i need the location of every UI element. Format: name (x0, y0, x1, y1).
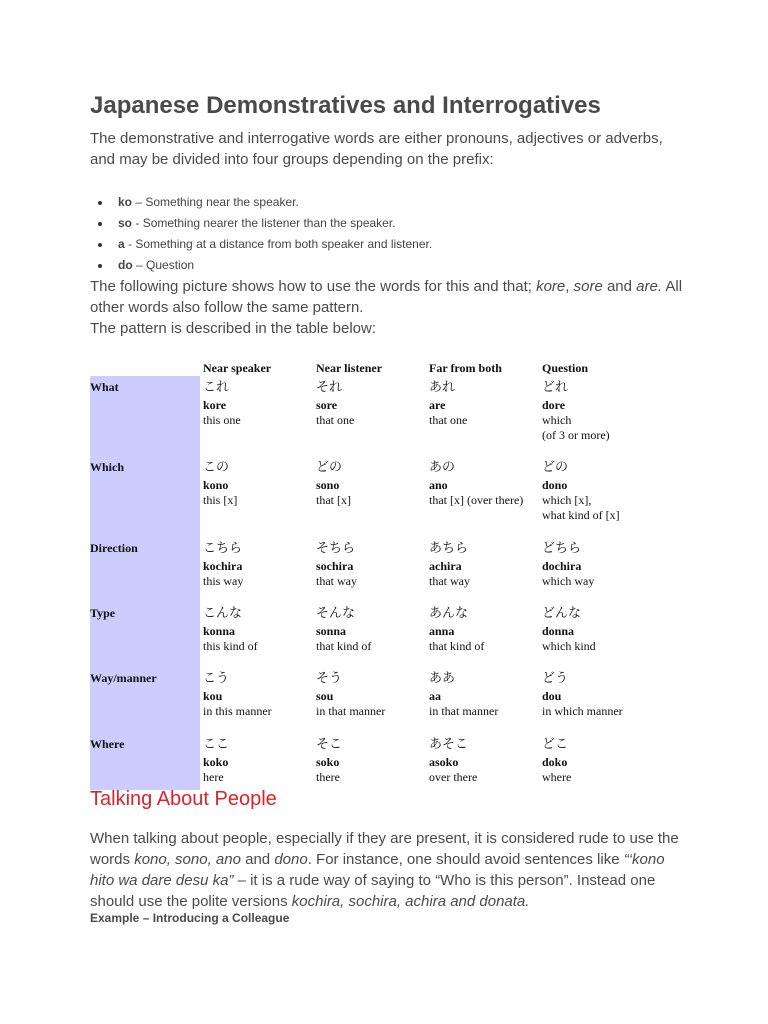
table-cell (429, 735, 477, 785)
prefix-description: Something near the speaker. (145, 195, 299, 209)
meaning-text: in which manner (542, 704, 623, 718)
prefix-group-list (90, 192, 432, 276)
table-cell (203, 458, 237, 508)
column-header: Question (542, 361, 589, 375)
romaji-text: kou (203, 689, 223, 703)
row-label: Way/manner (90, 671, 157, 685)
meaning-text: what kind of [x] (542, 508, 620, 522)
table-cell (316, 378, 354, 428)
romaji-text: sonna (316, 624, 347, 638)
romaji-text: aa (429, 689, 441, 703)
table-cell (429, 669, 498, 719)
prefix-description: Something nearer the listener than the speaker. (142, 216, 396, 230)
section-heading: Talking About People (90, 788, 277, 810)
table-cell (203, 378, 241, 428)
meaning-text: that [x] (316, 493, 351, 507)
table-cell (316, 669, 385, 719)
demonstratives-table (90, 358, 650, 792)
table-cell (429, 604, 484, 654)
kana-text: そんな (316, 606, 356, 621)
kana-text: あれ (429, 380, 456, 395)
meaning-text: that one (429, 413, 468, 427)
meaning-text: here (203, 770, 224, 784)
kana-text: あの (429, 460, 456, 475)
column-header: Near speaker (203, 361, 272, 375)
table-cell (203, 604, 258, 654)
romaji-text: sono (316, 478, 340, 492)
table-cell (429, 378, 467, 428)
row-label: What (90, 380, 119, 394)
meaning-text: this way (203, 574, 244, 588)
romaji-text: sore (316, 398, 338, 412)
meaning-text: which (542, 413, 572, 427)
column-header: Near listener (316, 361, 383, 375)
table-cell (542, 458, 620, 523)
page-title: Japanese Demonstratives and Interrogatives (90, 92, 601, 119)
column-header: Far from both (429, 361, 502, 375)
example-heading: Example – Introducing a Colleague (90, 911, 290, 925)
romaji-text: asoko (429, 755, 459, 769)
row-label: Direction (90, 541, 138, 555)
meaning-text: that [x] (over there) (429, 493, 524, 507)
kana-text: どの (542, 460, 569, 475)
romaji-text: kono (203, 478, 229, 492)
list-item: so - Something nearer the listener than the speaker. (90, 213, 432, 234)
kana-text: あんな (429, 606, 469, 621)
meaning-text: this [x] (203, 493, 238, 507)
romaji-text: koko (203, 755, 229, 769)
romaji-text: are (429, 398, 446, 412)
kana-text: それ (316, 380, 343, 395)
table-cell (542, 735, 571, 785)
prefix-description: Something at a distance from both speaker and listener. (135, 237, 433, 251)
romaji-text: sou (316, 689, 334, 703)
meaning-text: there (316, 770, 340, 784)
kana-text: どう (542, 671, 569, 686)
kana-text: あちら (429, 541, 469, 556)
kana-text: そちら (316, 541, 356, 556)
row-label: Where (90, 737, 125, 751)
meaning-text: over there (429, 770, 478, 784)
kana-text: こんな (203, 606, 243, 621)
romaji-text: konna (203, 624, 236, 638)
pattern-paragraph: The following picture shows how to use the words for this and that; kore, sore and are. All other words also follow the same pattern. The pattern is described in the table below: (90, 278, 683, 337)
list-item: a - Something at a distance from both speaker and listener. (90, 234, 432, 255)
meaning-text: that way (316, 574, 357, 588)
table-cell (316, 458, 351, 508)
meaning-text: where (542, 770, 572, 784)
kana-text: そう (316, 671, 343, 686)
table-cell (316, 604, 371, 654)
kana-text: どんな (542, 606, 582, 621)
romaji-text: kochira (203, 559, 243, 573)
meaning-text: which kind (542, 639, 596, 653)
romaji-text: sochira (316, 559, 354, 573)
prefix: so (118, 216, 133, 230)
table-cell (542, 378, 610, 443)
romaji-text: dore (542, 398, 566, 412)
meaning-text: in that manner (429, 704, 499, 718)
romaji-text: dochira (542, 559, 582, 573)
table-cell (203, 539, 243, 589)
romaji-text: achira (429, 559, 462, 573)
prefix: do (118, 258, 133, 272)
table-cell (542, 604, 596, 654)
list-item: ko – Something near the speaker. (90, 192, 432, 213)
meaning-text: which way (542, 574, 595, 588)
meaning-text: which [x], (542, 493, 592, 507)
prefix: a (118, 237, 125, 251)
list-item: do – Question (90, 255, 432, 276)
kana-text: ここ (203, 737, 230, 752)
row-label-column (90, 376, 200, 790)
table-cell (429, 458, 523, 508)
table-cell (316, 539, 357, 589)
kana-text: こう (203, 671, 230, 686)
kana-text: どれ (542, 380, 569, 395)
intro-paragraph: The demonstrative and interrogative words are either pronouns, adjectives or adverbs, and may be divided into four groups depending on the prefix: (90, 130, 663, 168)
kana-text: そこ (316, 737, 343, 752)
meaning-text: (of 3 or more) (542, 428, 610, 442)
meaning-text: in that manner (316, 704, 386, 718)
kana-text: どの (316, 460, 343, 475)
romaji-text: doko (542, 755, 568, 769)
meaning-text: in this manner (203, 704, 272, 718)
romaji-text: dono (542, 478, 568, 492)
romaji-text: donna (542, 624, 575, 638)
meaning-text: that way (429, 574, 470, 588)
romaji-text: anna (429, 624, 455, 638)
table-cell (542, 539, 594, 589)
kana-text: これ (203, 380, 230, 395)
kana-text: ああ (429, 671, 456, 686)
meaning-text: this one (203, 413, 241, 427)
kana-text: どちら (542, 541, 582, 556)
table-cell (203, 669, 272, 719)
romaji-text: soko (316, 755, 340, 769)
kana-text: あそこ (429, 737, 469, 752)
row-label: Which (90, 460, 125, 474)
people-paragraph: When talking about people, especially if they are present, it is considered rude to use the words kono, sono, ano and dono. For instance, one should avoid sentences like “‘kono hito wa dare desu ka” – it is a rude way of saying to “Who is this person”. Instead one should use the polite versions kochira, sochira, achira and donata. (90, 830, 679, 910)
meaning-text: that kind of (316, 639, 372, 653)
romaji-text: ano (429, 478, 448, 492)
kana-text: この (203, 460, 230, 475)
prefix: ko (118, 195, 133, 209)
meaning-text: that kind of (429, 639, 485, 653)
table-cell (203, 735, 229, 785)
kana-text: どこ (542, 737, 569, 752)
meaning-text: this kind of (203, 639, 258, 653)
table-cell (542, 669, 623, 719)
romaji-text: dou (542, 689, 562, 703)
row-label: Type (90, 606, 116, 620)
prefix-description: Question (146, 258, 195, 272)
meaning-text: that one (316, 413, 355, 427)
table-cell (316, 735, 342, 785)
kana-text: こちら (203, 541, 243, 556)
table-cell (429, 539, 470, 589)
romaji-text: kore (203, 398, 227, 412)
